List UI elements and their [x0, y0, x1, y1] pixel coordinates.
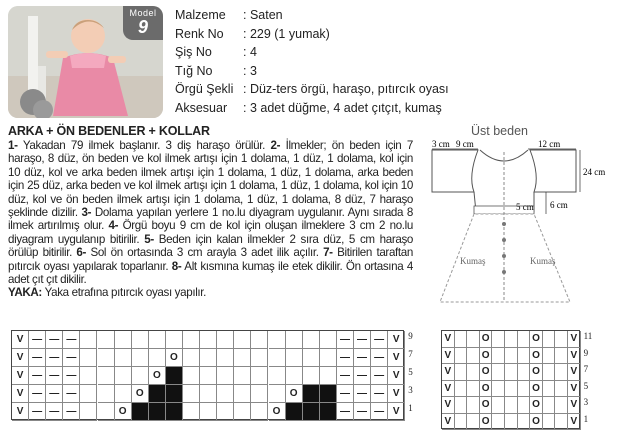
step-text: Alt kısmına kumaş ile etek dikilir. Ön ortasına 4 adet çıt çıt dikilir. — [8, 259, 413, 287]
stitch-cell: — — [337, 403, 354, 421]
stitch-cell: O — [115, 403, 132, 421]
stitch-cell — [455, 414, 468, 431]
step-text: Yakadan 79 ilmek başlanır. 3 diş haraşo örülür. — [17, 139, 271, 152]
stitch-cell: — — [29, 403, 46, 421]
spec-value: : 229 (1 yumak) — [243, 26, 330, 41]
stitch-cell — [251, 403, 268, 421]
stitch-cell — [115, 367, 132, 385]
stitch-cell: — — [63, 349, 80, 367]
stitch-cell — [320, 385, 337, 403]
stitch-cell: V — [388, 331, 405, 349]
stitch-cell: O — [480, 331, 493, 348]
step-text: Bitirilen taraftan pıtırcık oyası yapılarak toparlanır. — [8, 246, 413, 273]
stitch-cell — [217, 331, 234, 349]
stitch-cell — [555, 364, 568, 381]
stitch-cell: — — [63, 385, 80, 403]
stitch-cell — [149, 385, 166, 403]
stitch-cell — [80, 367, 97, 385]
stitch-cell — [115, 385, 132, 403]
stitch-cell: — — [371, 349, 388, 367]
step-number: 2- — [270, 139, 281, 152]
stitch-cell — [492, 397, 505, 414]
dimension-label: 24 cm — [583, 167, 606, 177]
stitch-cell — [518, 364, 531, 381]
stitch-cell — [555, 331, 568, 348]
stitch-cell: — — [63, 331, 80, 349]
stitch-cell — [505, 364, 518, 381]
stitch-cell — [234, 349, 251, 367]
stitch-cell — [166, 367, 183, 385]
stitch-cell — [286, 403, 303, 421]
stitch-cell: V — [388, 403, 405, 421]
stitch-cell — [217, 367, 234, 385]
button-icon — [502, 222, 506, 226]
stitch-cell: — — [29, 331, 46, 349]
stitch-cell: O — [480, 364, 493, 381]
spec-row — [175, 25, 449, 44]
step-number: 4- — [108, 219, 119, 233]
stitch-cell — [455, 348, 468, 365]
stitch-cell — [467, 348, 480, 365]
model-badge — [123, 6, 163, 40]
stitch-cell — [149, 331, 166, 349]
stitch-cell: — — [63, 403, 80, 421]
stitch-cell: — — [46, 403, 63, 421]
spec-key: Örgü Şekli — [175, 82, 234, 97]
yaka-text: Yaka etrafına pıtırcık oyası yapılır. — [41, 286, 207, 300]
stitch-grid — [11, 330, 404, 420]
stitch-cell — [217, 385, 234, 403]
stitch-cell — [149, 349, 166, 367]
step-number: 6- — [76, 246, 86, 260]
step-number: 3- — [81, 206, 92, 220]
stitch-cell — [467, 364, 480, 381]
dimension-label: 5 cm — [516, 202, 534, 212]
stitch-cell — [518, 397, 531, 414]
stitch-cell — [555, 381, 568, 398]
stitch-cell — [303, 367, 320, 385]
stitch-cell: — — [354, 331, 371, 349]
spec-key: Renk No — [175, 26, 224, 41]
stitch-cell: V — [568, 348, 581, 365]
stitch-cell — [80, 403, 97, 421]
stitch-cell: V — [568, 414, 581, 431]
stitch-cell: V — [12, 331, 29, 349]
stitch-cell — [505, 381, 518, 398]
stitch-cell: — — [29, 349, 46, 367]
stitch-cell — [286, 367, 303, 385]
spec-value: : 3 adet düğme, 4 adet çıtçıt, kumaş — [243, 100, 442, 115]
model-badge-number: 9 — [137, 17, 148, 37]
yaka-paragraph — [8, 286, 413, 299]
stitch-cell — [303, 331, 320, 349]
stitch-cell: V — [388, 367, 405, 385]
stitch-chart-1 — [11, 330, 428, 420]
stitch-cell — [518, 331, 531, 348]
stitch-cell — [320, 349, 337, 367]
stitch-cell — [98, 349, 115, 367]
stitch-cell — [98, 385, 115, 403]
stitch-cell — [200, 331, 217, 349]
button-icon — [502, 238, 506, 242]
stitch-cell: — — [371, 403, 388, 421]
stitch-cell — [132, 349, 149, 367]
stitch-cell — [183, 403, 200, 421]
stitch-cell: V — [442, 348, 455, 365]
stitch-cell: V — [388, 349, 405, 367]
stitch-cell: O — [530, 397, 543, 414]
stitch-cell — [492, 348, 505, 365]
dimension-label: 9 cm — [456, 139, 474, 149]
spec-row — [175, 6, 449, 25]
stitch-cell — [492, 414, 505, 431]
stitch-cell: O — [530, 381, 543, 398]
stitch-cell — [543, 348, 556, 365]
stitch-chart-2 — [441, 330, 604, 429]
stitch-cell — [455, 397, 468, 414]
button-icon — [502, 270, 506, 274]
stitch-cell: V — [568, 381, 581, 398]
stitch-cell — [543, 414, 556, 431]
stitch-cell — [234, 367, 251, 385]
row-number: 1 — [583, 413, 589, 424]
spec-key: Malzeme — [175, 8, 226, 22]
instructions-paragraph — [8, 139, 413, 286]
stitch-cell: — — [371, 331, 388, 349]
stitch-cell: V — [388, 385, 405, 403]
stitch-cell — [269, 349, 286, 367]
step-text: Örgü boyu 9 cm de kol için oluşan ilmeklere 3 cm 2 no.lu diyagram uygulanıp bitirilir. — [8, 219, 413, 246]
spec-value: : 4 — [243, 45, 257, 60]
stitch-cell: O — [480, 348, 493, 365]
row-number: 7 — [583, 364, 589, 374]
stitch-cell — [555, 414, 568, 431]
stitch-cell: — — [29, 367, 46, 385]
stitch-cell — [200, 349, 217, 367]
stitch-cell — [200, 367, 217, 385]
stitch-cell — [80, 349, 97, 367]
stitch-cell: O — [149, 367, 166, 385]
stitch-cell — [183, 385, 200, 403]
stitch-cell: V — [12, 403, 29, 421]
stitch-cell — [234, 385, 251, 403]
step-number: 8- — [171, 259, 182, 273]
step-number: 7- — [323, 246, 333, 260]
spec-key: Tığ No — [175, 63, 213, 78]
stitch-cell — [80, 331, 97, 349]
right-sleeve — [530, 150, 576, 192]
stitch-cell: — — [371, 385, 388, 403]
stitch-cell — [505, 397, 518, 414]
stitch-cell — [286, 331, 303, 349]
diagram-title: Üst beden — [471, 124, 528, 138]
stitch-cell — [166, 331, 183, 349]
stitch-cell — [80, 385, 97, 403]
stitch-cell: V — [442, 331, 455, 348]
spec-row — [175, 62, 449, 81]
stitch-cell: — — [354, 349, 371, 367]
dimension-label: 12 cm — [538, 139, 561, 149]
stitch-cell: O — [286, 385, 303, 403]
yaka-label: YAKA: — [8, 286, 42, 300]
stitch-cell — [251, 331, 268, 349]
stitch-cell: V — [12, 349, 29, 367]
stitch-cell — [543, 397, 556, 414]
step-number: 1- — [8, 139, 18, 152]
stitch-cell — [251, 349, 268, 367]
step-text: Sol ön ortasında 3 cm arayla 3 adet ilik açılır. — [86, 246, 324, 260]
row-number: 3 — [408, 385, 413, 395]
stitch-cell — [166, 385, 183, 403]
spec-key: Şiş No — [175, 45, 212, 60]
stitch-cell: O — [480, 381, 493, 398]
stitch-cell — [98, 367, 115, 385]
row-number: 3 — [583, 397, 589, 407]
stitch-cell — [543, 364, 556, 381]
button-icon — [502, 254, 506, 258]
stitch-cell: O — [166, 349, 183, 367]
stitch-cell — [115, 349, 132, 367]
stitch-cell — [492, 331, 505, 348]
stitch-cell — [200, 403, 217, 421]
stitch-cell — [492, 364, 505, 381]
fabric-label-left: Kumaş — [460, 256, 486, 266]
stitch-cell: V — [442, 381, 455, 398]
stitch-cell — [492, 381, 505, 398]
row-number: 9 — [583, 347, 589, 358]
stitch-cell — [183, 331, 200, 349]
stitch-cell — [132, 331, 149, 349]
stitch-cell — [217, 349, 234, 367]
stitch-cell: — — [63, 367, 80, 385]
spec-row — [175, 43, 449, 62]
stitch-cell: O — [530, 348, 543, 365]
stitch-cell — [320, 331, 337, 349]
stitch-cell: V — [442, 397, 455, 414]
stitch-cell: V — [442, 364, 455, 381]
stitch-cell — [505, 414, 518, 431]
stitch-cell — [132, 367, 149, 385]
stitch-cell — [518, 414, 531, 431]
stitch-cell — [115, 331, 132, 349]
stitch-cell: O — [480, 414, 493, 431]
stitch-cell — [518, 348, 531, 365]
stitch-cell — [269, 331, 286, 349]
stitch-cell — [269, 385, 286, 403]
stitch-cell: — — [337, 367, 354, 385]
spec-row — [175, 99, 449, 118]
step-text: Beden için kalan ilmekler 2 sıra düz, 5 cm haraşo örülüp bitirilir. — [8, 232, 414, 260]
stitch-cell: V — [12, 385, 29, 403]
stitch-cell: — — [337, 385, 354, 403]
spec-value: : Düz-ters örgü, haraşo, pıtırcık oyası — [243, 82, 449, 97]
stitch-cell — [467, 414, 480, 431]
stitch-cell: O — [269, 403, 286, 421]
stitch-cell — [467, 381, 480, 398]
stitch-cell — [98, 331, 115, 349]
left-sleeve — [432, 150, 478, 192]
stitch-cell: — — [46, 385, 63, 403]
section-heading: ARKA + ÖN BEDENLER + KOLLAR — [8, 124, 210, 138]
step-text: Dolama yapılan yerlere 1 no.lu diyagram uygulanır. Aynı sırada 8 ilmek artırılmış olur. — [8, 206, 413, 233]
spec-row — [175, 80, 449, 99]
stitch-cell — [543, 381, 556, 398]
stitch-cell: — — [46, 331, 63, 349]
stitch-cell: — — [46, 349, 63, 367]
stitch-cell — [166, 403, 183, 421]
materials-table — [175, 6, 449, 118]
spec-value: : 3 — [243, 63, 257, 78]
stitch-cell: V — [568, 397, 581, 414]
spec-key: Aksesuar — [175, 100, 228, 115]
stitch-cell — [555, 348, 568, 365]
stitch-cell — [467, 331, 480, 348]
stitch-cell — [251, 385, 268, 403]
step-number: 5- — [144, 232, 154, 246]
stitch-cell — [320, 403, 337, 421]
stitch-cell — [149, 403, 166, 421]
stitch-cell — [518, 381, 531, 398]
stitch-cell: — — [354, 385, 371, 403]
stitch-cell — [286, 349, 303, 367]
stitch-cell — [455, 364, 468, 381]
stitch-cell — [98, 403, 115, 421]
dimension-label: 6 cm — [550, 200, 568, 210]
stitch-cell — [183, 367, 200, 385]
stitch-grid — [441, 330, 580, 429]
instructions-text — [8, 139, 413, 300]
stitch-cell — [455, 331, 468, 348]
stitch-cell — [555, 397, 568, 414]
stitch-cell: — — [337, 349, 354, 367]
stitch-cell: — — [29, 385, 46, 403]
row-number: 7 — [408, 349, 413, 359]
stitch-cell — [303, 385, 320, 403]
stitch-cell: V — [12, 367, 29, 385]
stitch-cell — [132, 403, 149, 421]
spec-value: : Saten — [243, 8, 283, 22]
stitch-cell: O — [530, 364, 543, 381]
fabric-label-right: Kumaş — [530, 256, 556, 266]
stitch-cell — [320, 367, 337, 385]
row-number: 11 — [583, 331, 593, 341]
model-photo — [8, 6, 163, 118]
stitch-cell — [505, 348, 518, 365]
stitch-cell — [217, 403, 234, 421]
stitch-cell — [234, 403, 251, 421]
stitch-cell — [303, 349, 320, 367]
stitch-cell: — — [354, 367, 371, 385]
row-number: 5 — [583, 380, 589, 391]
model-badge-label: Model — [129, 8, 157, 18]
stitch-cell: O — [530, 414, 543, 431]
row-number: 9 — [408, 331, 413, 341]
stitch-cell — [269, 367, 286, 385]
row-number: 5 — [408, 367, 413, 377]
stitch-cell — [467, 397, 480, 414]
stitch-cell: V — [568, 331, 581, 348]
row-number: 1 — [408, 403, 413, 413]
dimension-label: 3 cm — [432, 139, 450, 149]
stitch-cell — [455, 381, 468, 398]
stitch-cell: O — [530, 331, 543, 348]
garment-schematic — [418, 136, 618, 316]
stitch-cell: V — [442, 414, 455, 431]
stitch-cell — [543, 331, 556, 348]
stitch-cell: V — [568, 364, 581, 381]
stitch-cell: — — [46, 367, 63, 385]
stitch-cell: O — [132, 385, 149, 403]
stitch-cell — [251, 367, 268, 385]
stitch-cell: O — [480, 397, 493, 414]
stitch-cell — [183, 349, 200, 367]
stitch-cell — [200, 385, 217, 403]
stitch-cell: — — [371, 367, 388, 385]
stitch-cell — [303, 403, 320, 421]
stitch-cell: — — [337, 331, 354, 349]
stitch-cell — [234, 331, 251, 349]
stitch-cell: — — [354, 403, 371, 421]
step-text: İlmekler; ön beden için 7 haraşo, 8 düz, ön beden ve kol ilmek artışı için 1 dolama, 1 düz, 1 dolama, kol için 10 düz, kol ve arka beden ilmek artışı için 1 dolama, 1 düz, 1 dolama, arka beden için 25 düz, arka beden ve kol ilmek artışı için 1 dolama, 1 düz, 1 dolama, kol için 10 düz, kol ve ön beden ilmek artışı için 1 dolama, 1 düz, 1 dolama, 8 düz, 7 haraşo şeklinde dizilir. — [8, 139, 413, 220]
stitch-cell — [505, 331, 518, 348]
